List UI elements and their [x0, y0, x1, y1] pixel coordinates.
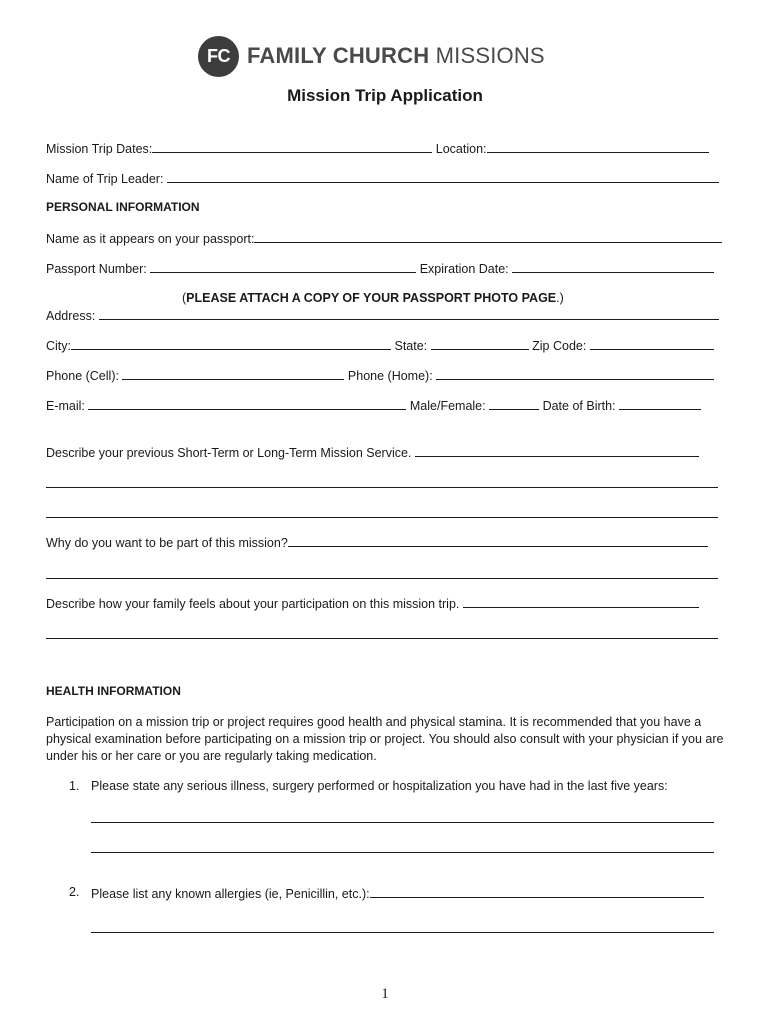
passport-number-field[interactable]: [150, 260, 416, 273]
page-title: Mission Trip Application: [287, 86, 483, 105]
city-row: [46, 337, 714, 354]
location-field[interactable]: [487, 140, 709, 153]
prev-service-line-2[interactable]: [46, 487, 718, 488]
logo-mark: [198, 36, 239, 77]
q2-field[interactable]: [370, 885, 704, 898]
city-field[interactable]: [71, 337, 391, 350]
health-paragraph: Participation on a mission trip or project requires good health and physical stamina. It is recommended that you have a physical examination before participating on a mission trip or project. You should also consult with your physician if you are under his or her care or you are regularly taking medication.: [46, 715, 724, 763]
page-number: 1: [381, 986, 389, 1002]
trip-dates-label: Mission Trip Dates:: [46, 142, 153, 156]
state-field[interactable]: [431, 337, 529, 350]
personal-info-heading: PERSONAL INFORMATION: [46, 200, 200, 214]
dob-label: Date of Birth:: [542, 399, 616, 413]
passport-name-row: [46, 230, 722, 247]
prev-service-row: [46, 444, 699, 461]
email-row: [46, 397, 701, 414]
why-row: [46, 534, 708, 551]
q1-line-2[interactable]: [91, 852, 714, 853]
logo-wordmark: [247, 43, 545, 69]
city-label: City:: [46, 339, 71, 353]
family-label: Describe how your family feels about your participation on this mission trip.: [46, 597, 460, 611]
phone-cell-label: Phone (Cell):: [46, 369, 119, 383]
dob-field[interactable]: [619, 397, 701, 410]
q1-line-1[interactable]: [91, 822, 714, 823]
trip-leader-row: [46, 170, 719, 187]
q2-row: [91, 885, 704, 902]
passport-name-field[interactable]: [254, 230, 722, 243]
trip-leader-label: Name of Trip Leader:: [46, 172, 164, 186]
phone-home-field[interactable]: [436, 367, 714, 380]
gender-label: Male/Female:: [409, 399, 486, 413]
phone-row: [46, 367, 714, 384]
q1-text: Please state any serious illness, surgery performed or hospitalization you have had in the last five years:: [91, 779, 668, 793]
attach-close: .): [556, 291, 564, 305]
attach-passport-note: [182, 291, 564, 306]
address-field[interactable]: [99, 307, 719, 320]
logo-initials: FC: [207, 46, 230, 66]
why-field[interactable]: [288, 534, 708, 547]
trip-leader-field[interactable]: [167, 170, 719, 183]
zip-label: Zip Code:: [532, 339, 587, 353]
expiration-field[interactable]: [512, 260, 714, 273]
phone-cell-field[interactable]: [122, 367, 344, 380]
prev-service-label: Describe your previous Short-Term or Long-Term Mission Service.: [46, 446, 412, 460]
attach-bold: PLEASE ATTACH A COPY OF YOUR PASSPORT PHOTO PAGE: [186, 291, 557, 305]
prev-service-line-3[interactable]: [46, 517, 718, 518]
zip-field[interactable]: [590, 337, 714, 350]
q1-number: 1.: [69, 779, 80, 793]
passport-name-label: Name as it appears on your passport:: [46, 232, 255, 246]
why-line-2[interactable]: [46, 578, 718, 579]
state-label: State:: [394, 339, 428, 353]
passport-number-row: [46, 260, 714, 277]
address-label: Address:: [46, 309, 96, 323]
phone-home-label: Phone (Home):: [347, 369, 433, 383]
why-label: Why do you want to be part of this mission?: [46, 536, 288, 550]
gender-field[interactable]: [489, 397, 539, 410]
passport-number-label: Passport Number:: [46, 262, 147, 276]
prev-service-field[interactable]: [415, 444, 699, 457]
email-label: E-mail:: [46, 399, 85, 413]
q2-line-2[interactable]: [91, 932, 714, 933]
attach-open: (: [182, 291, 187, 305]
trip-dates-row: [46, 140, 709, 157]
logo-name-light: MISSIONS: [429, 43, 545, 68]
family-line-2[interactable]: [46, 638, 718, 639]
q2-text: Please list any known allergies (ie, Penicillin, etc.):: [91, 887, 370, 901]
health-info-heading: HEALTH INFORMATION: [46, 684, 181, 698]
address-row: [46, 307, 719, 324]
trip-dates-field[interactable]: [152, 140, 432, 153]
logo-name-bold: FAMILY CHURCH: [247, 43, 430, 68]
expiration-label: Expiration Date:: [419, 262, 509, 276]
q2-number: 2.: [69, 885, 80, 899]
family-field[interactable]: [463, 595, 699, 608]
location-label: Location:: [435, 142, 487, 156]
family-row: [46, 595, 699, 612]
email-field[interactable]: [88, 397, 406, 410]
